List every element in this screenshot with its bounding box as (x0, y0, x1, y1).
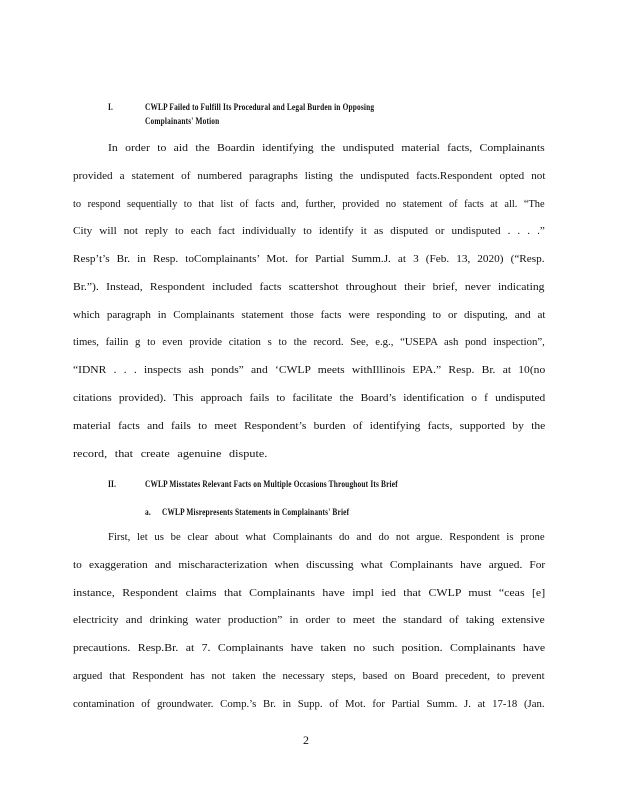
paragraph-1-line: record, that create agenuine dispute. (73, 449, 268, 460)
paragraph-2-line: argued that Respondent has not taken the necessary steps, based on Board precedent, to prevent (73, 671, 545, 682)
paragraph-2-line: electricity and drinking water production” in order to meet the standard of taking extensive (73, 615, 545, 626)
paragraph-1-line: Resp’t’s Br. in Resp. toComplainants’ Mot. for Partial Summ.J. at 3 (Feb. 13, 2020) (“Resp. (73, 254, 545, 265)
paragraph-1-line: to respond sequentially to that list of facts and, further, provided no statement of facts at all. “The (73, 199, 545, 210)
paragraph-1-line: which paragraph in Complainants statement those facts were responding to or disputing, and at (73, 310, 546, 321)
paragraph-1-line: times, failin g to even provide citation s to the record. See, e.g., “USEPA ash pond inspection”, (73, 337, 545, 348)
paragraph-1-line: material facts and fails to meet Respondent’s burden of identifying facts, supported by the (73, 421, 546, 432)
heading-1-line1: CWLP Failed to Fulfill Its Procedural and Legal Burden in Opposing (145, 102, 375, 112)
heading-2-number: II. (108, 479, 117, 489)
heading-2a-letter: a. (145, 507, 151, 517)
heading-1-line2: Complainants' Motion (145, 116, 220, 126)
heading-2-text: CWLP Misstates Relevant Facts on Multiple Occasions Throughout Its Brief (145, 479, 398, 489)
heading-1-number: I. (108, 102, 114, 112)
paragraph-2-line: instance, Respondent claims that Complainants have impl ied that CWLP must “ceas [e] (73, 588, 546, 599)
paragraph-2-line: contamination of groundwater. Comp.’s Br. in Supp. of Mot. for Partial Summ. J. at 17-18 (Jan. (73, 699, 545, 710)
paragraph-1-line: provided a statement of numbered paragraphs listing the undisputed facts.Respondent opted not (73, 171, 546, 182)
paragraph-1-line: City will not reply to each fact individually to identify it as disputed or undisputed . . . .” (73, 226, 545, 237)
paragraph-1-line: citations provided). This approach fails to facilitate the Board’s identification o f undisputed (73, 393, 546, 404)
paragraph-1-line: Br.”). Instead, Respondent included facts scattershot throughout their brief, never indicating (73, 282, 545, 293)
paragraph-2-line: First, let us be clear about what Complainants do and do not argue. Respondent is prone (108, 532, 545, 543)
heading-2a-text: CWLP Misrepresents Statements in Complainants' Brief (162, 507, 350, 517)
paragraph-2-line: precautions. Resp.Br. at 7. Complainants have taken no such position. Complainants have (73, 643, 546, 654)
paragraph-1-line: “IDNR . . . inspects ash ponds” and ‘CWLP meets withIllinois EPA.” Resp. Br. at 10(no (73, 365, 546, 376)
page-number: 2 (303, 733, 309, 747)
paragraph-1-line: In order to aid the Boardin identifying the undisputed material facts, Complainants (108, 143, 545, 154)
paragraph-2-line: to exaggeration and mischaracterization when discussing what Complainants have argued. For (73, 560, 546, 571)
